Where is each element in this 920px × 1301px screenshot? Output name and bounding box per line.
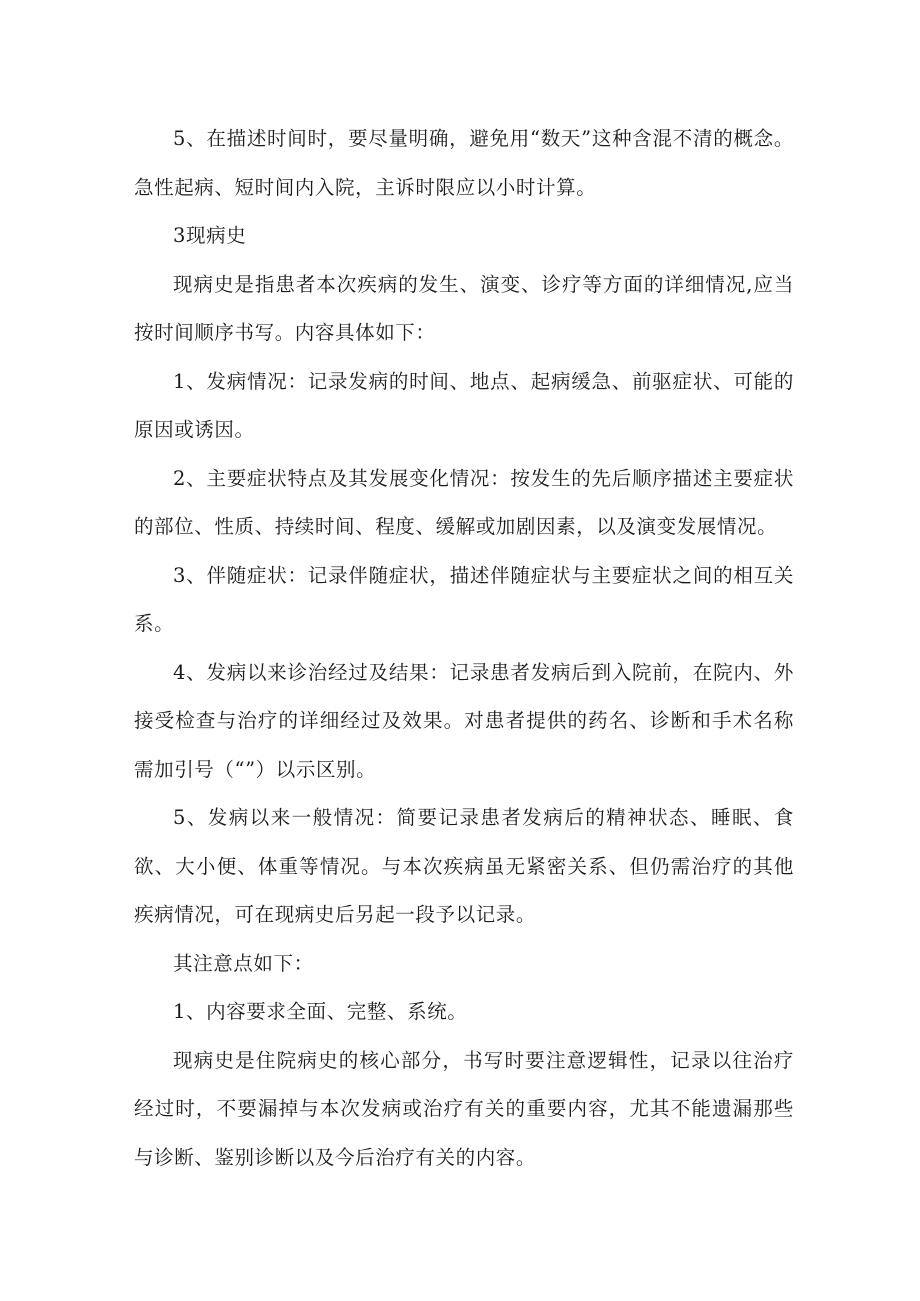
paragraph-accompanying-symptoms: 3、伴随症状：记录伴随症状，描述伴随症状与主要症状之间的相互关系。 (134, 563, 794, 635)
paragraph-core-part: 现病史是住院病史的核心部分，书写时要注意逻辑性，记录以往治疗经过时，不要漏掉与本次发病或治疗有关的重要内容，尤其不能遗漏那些与诊断、鉴别诊断以及今后治疗有关的内容。 (134, 1048, 794, 1169)
paragraph-main-symptoms: 2、主要症状特点及其发展变化情况：按发生的先后顺序描述主要症状的部位、性质、持续时间、程度、缓解或加剧因素，以及演变发展情况。 (134, 466, 794, 538)
document-body (134, 115, 794, 1182)
paragraph-onset: 1、发病情况：记录发病的时间、地点、起病缓急、前驱症状、可能的原因或诱因。 (134, 369, 794, 441)
section-heading-present-illness: 3现病史 (173, 224, 247, 247)
paragraph-treatment-history: 4、发病以来诊治经过及结果：记录患者发病后到入院前，在院内、外接受检查与治疗的详细经过及效果。对患者提供的药名、诊断和手术名称需加引号（“”）以示区别。 (134, 660, 794, 781)
paragraph-general-condition: 5、发病以来一般情况：简要记录患者发病后的精神状态、睡眠、食欲、大小便、体重等情况。与本次疾病虽无紧密关系、但仍需治疗的其他疾病情况，可在现病史后另起一段予以记录。 (134, 806, 794, 926)
paragraph-notes-heading: 其注意点如下： (173, 951, 314, 975)
paragraph-note-1: 1、内容要求全面、完整、系统。 (173, 1000, 468, 1023)
paragraph-present-illness-definition: 现病史是指患者本次疾病的发生、演变、诊疗等方面的详细情况,应当按时间顺序书写。内容具体如下： (134, 272, 794, 344)
paragraph-time-description: 5、在描述时间时，要尽量明确，避免用“数天”这种含混不清的概念。急性起病、短时间内入院，主诉时限应以小时计算。 (134, 127, 794, 199)
